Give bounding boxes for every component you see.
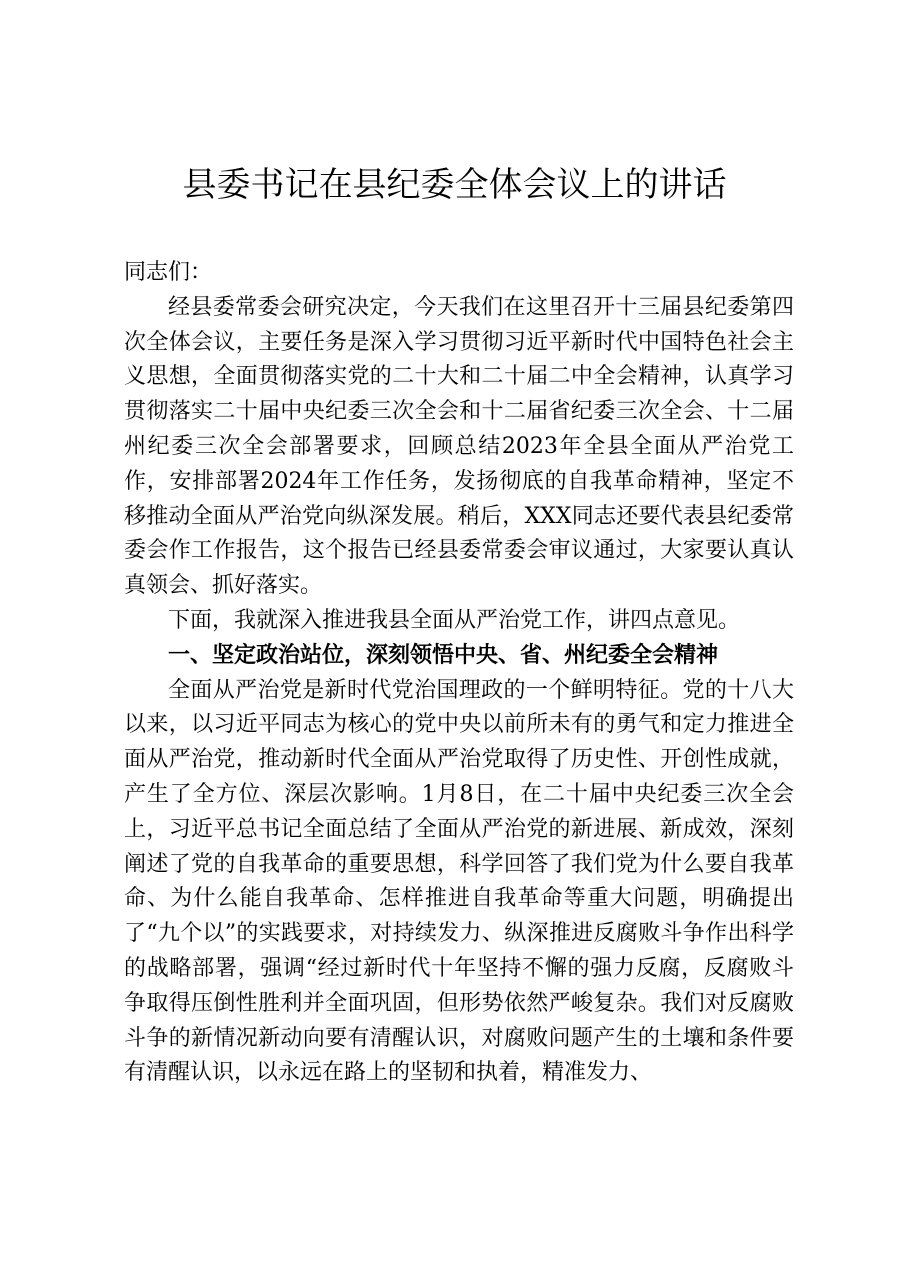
paragraph-opening: 经县委常委会研究决定，今天我们在这里召开十三届县纪委第四次全体会议，主要任务是深入学习贯彻习近平新时代中国特色社会主义思想，全面贯彻落实党的二十大和二十届二中全会精神，认真学习贯彻落实二十届中央纪委三次全会和十二届省纪委三次全会、十二届州纪委三次全会部署要求，回顾总结2023年全县全面从严治党工作，安排部署2024年工作任务，发扬彻底的自我革命精神，坚定不移推动全面从严治党向纵深发展。稍后，XXX同志还要代表县纪委常委会作工作报告，这个报告已经县委常委会审议通过，大家要认真认真领会、抓好落实。 [124,294,794,599]
document-body [124,256,794,1091]
salutation: 同志们： [124,260,213,285]
paragraph-section-1: 全面从严治党是新时代党治国理政的一个鲜明特征。党的十八大以来，以习近平同志为核心的党中央以前所未有的勇气和定力推进全面从严治党，推动新时代全面从严治党取得了历史性、开创性成就，产生了全方位、深层次影响。1月8日，在二十届中央纪委三次全会上，习近平总书记全面总结了全面从严治党的新进展、新成效，深刻阐述了党的自我革命的重要思想，科学回答了我们党为什么要自我革命、为什么能自我革命、怎样推进自我革命等重大问题，明确提出了“九个以”的实践要求，对持续发力、纵深推进反腐败斗争作出科学的战略部署，强调“经过新时代十年坚持不懈的强力反腐，反腐败斗争取得压倒性胜利并全面巩固，但形势依然严峻复杂。我们对反腐败斗争的新情况新动向要有清醒认识，对腐败问题产生的土壤和条件要有清醒认识，以永远在路上的坚韧和执着，精准发力、 [124,677,794,1086]
paragraph-outline: 下面，我就深入推进我县全面从严治党工作，讲四点意见。 [168,607,741,633]
section-heading-1: 一、坚定政治站位，深刻领悟中央、省、州纪委全会精神 [168,642,719,668]
document-title: 县委书记在县纪委全体会议上的讲话 [182,165,727,205]
